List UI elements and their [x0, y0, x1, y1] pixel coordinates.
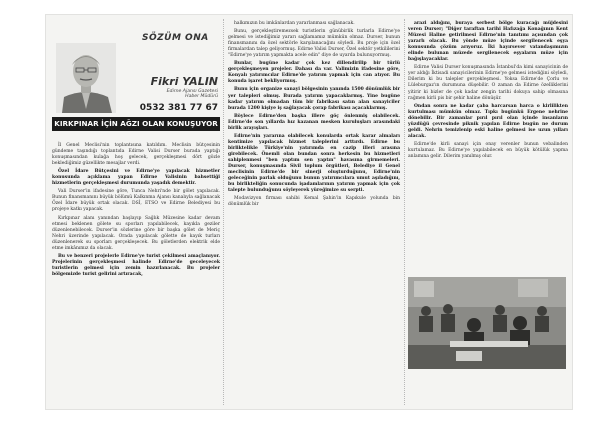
headline-banner: KIRKPINAR İÇİN AĞZI OLAN KONUŞUYOR: [52, 117, 220, 131]
meeting-photo: [408, 277, 566, 369]
column-paragraph: Edirne'nin yararına olabilecek konularda ortak karar almaları kentimize yapılacak hizmet taleplerini arttırdı. Edirne bu birliktelikle Türkiye'nin yatırımda en cazip illeri arasına girebilecek. Önemli olan bundan sonra herkesin bu hizmetleri sahiplenmesi "ben yaptım sen yaptın" havasına girmemeleri. Durser, konuşmasında Sivil toplum örgütleri, Belediye il Genel meclisinin Edirne'de bir sinerji oluşturduğunu, Edirne'nin geleceğinin parlak olduğunu bunun yatırımcılara umut aşıladığını, bu birlikteliğin sonucunda işadamlarının yatırım yapmak için çok talepte bulunduğunu söyleyerek yüreğimize su serpti.: [228, 133, 400, 194]
column-paragraph: Edirne Valisi Durser konuşmasında İstanbul'da kimi sanayicinin de yer aldığı İktisadi sanayicilerinin Edirne'ye gelmesi istediğini söyledi, Dilerim ki bu talepler gerçekleşmesi. Yoksa Edirne'de Çorlu ve Lüleburgaz'ın durumuna düşebilir. O zaman da Edirne özelliklerini yitirir ki bizler de çok kadar zengin tarihi dokuya sahip olmasına rağmen kirli pis bir şehir haline dönüşür.: [408, 65, 568, 101]
text-column-3: [408, 21, 568, 160]
newspaper-clipping: [45, 14, 573, 410]
column-paragraph: Kırkpınar alanı yanından başlayıp Sağlık Müzesine kadar devam etmesi beklenen gölete su sporları yapılabilecek, kayıkla geziler düzenlenebilecek. Durser'in sözlerine göre bir başka gölet de Meriç Nehri üzerinde yapılacak. Orada yapılacak gölette de kayık turları düzenlenerek su sporları gerçekleşecek. Bu göletlerden elektrik elde etme imkânımız da olacak.: [52, 215, 220, 251]
column-paragraph: Modavizyon firması sahibi Kemal Şahin'in Kapıkule yolunda bin dönümlük bir: [228, 196, 400, 208]
author-role-title: Haber Müdürü: [185, 94, 218, 100]
column-divider: [404, 19, 405, 405]
author-role: [120, 89, 218, 100]
column-paragraph: İl Genel Meclisi'nin toplantısına katıldım. Meclisin bütçesinin gündeme taşındığı toplantıda Edirne Valisi Durser burada yaptığı konuşmasından kulağa hoş gelecek, gerçekleşmesi dört gözle beklediğimiz güzellikte mesajlar verdi.: [52, 143, 220, 167]
column-divider: [223, 19, 224, 405]
column-paragraph: Bunu için organize sanayi bölgesinin yanında 1500 dönümlük bir yer talepleri olmuş. Burada yatırım yapacaklarmış. Yine bugüne kadar yatırım olmadan tüm bir fabrikası satın alan sanayiciler burada 1200 kişiye iş sağlayacak çorap fabrikası açacaklarmış.: [228, 87, 400, 111]
column-paragraph: Özel İdare Bütçesini ve Edirne'ye yapılacak hizmetler konusunda açıklama yapan Edirne Valisinin bahsettiği hizmetlerin gerçekleşmesi durumunda yaşadık demektir.: [52, 169, 220, 187]
column-header: [52, 33, 220, 137]
author-role-publication: Edirne Ajansı Gazetesi: [166, 89, 218, 94]
column-paragraph: Bunu, gerçekleştiremezsek turistlerin günübirlik turlarla Edirne'ye gelmesi ve istediğimiz yararı sağlamamız mümkün olmaz. Durser, bunun finansmanını da özel sektörle karşılanacağını söyledi. Bu proje için özel firmalardan talep geliyormuş. Edirne Valisi Durser, Özel sektör yetkililerini "Edirne'ye yatırım yapmakta acele edin" diye de uyarda bulunuyormuş.: [228, 29, 400, 59]
column-paragraph: Ondan sonra ne kadar çaba harcarsan harca o kirlilikten kurtulması mümkün olmaz. Tıpkı bugünkü Ergene nehrine dönebilir. Bir zamanlar pırıl pırıl olan içinde insanların yüzdüğü çevresinde piknik yapılan Edirne bugün ne durum geldi. Nehrin temizlenip eski haline gelmesi ise uzun yılları alacak.: [408, 103, 568, 139]
column-paragraph: halkımızın bu imkânlardan yararlanması sağlanacak.: [234, 21, 355, 26]
author-phone: 0532 381 77 67: [139, 103, 218, 113]
text-column-2: [228, 21, 400, 208]
column-paragraph: Bu ve benzeri projelerle Edirne'ye turist çekilmesi amaçlanıyor. Projelerinin gerçekleşmesi halinde Edirne'de geceleyecek turistlerin gelmesi için zemin hazırlanacak. Bu projeler bölgemizde turist gelirini artıracak,: [52, 253, 220, 277]
column-paragraph: Böylece Edirne'den başka illere göç önlenmiş olabilecek. Edirne'de son yıllarda hız kazanan mesken kuruluşları arasındaki birlik arayışları.: [228, 113, 400, 131]
column-title: SÖZÜM ONA: [142, 33, 209, 43]
column-paragraph: Edirne'de kirli sanayi için onay verenler bunun vebalinden kurtulamaz. Bu Edirne'ye yapılabilecek en büyük kötülük yapma anlamına gelir. Dilerim yanılmış olur.: [408, 141, 568, 159]
text-column-1: [52, 143, 220, 278]
author-portrait: [56, 43, 116, 113]
column-paragraph: Vali Durser'in ifadesine göre, Tunca Nehri'nde bir gölet yapılacak. Bunun finansmanını büyük bölümü Kalkınma Ajansı kanalıyla sağlanacak Özel İdare büyük ortak olacak. DSİ, ETSO ve Edirne Belediyesi bu projeye katkı yapacak.: [52, 189, 220, 213]
author-name: Fikri YALIN: [150, 75, 218, 88]
column-paragraph: Bunlar, bugüne kadar çok kez dillendirilip bir türlü gerçekleşmeyen projeler. Dahası da var. Valimizin ifadesine göre, Konyalı yatırımcılar Edirne'de yatırım yapmak için can atıyor. Bu konuda işaret bekliyormuş.: [228, 61, 400, 85]
column-paragraph: arazi aldığını, buraya serbest bölge kuracağı müjdesini veren Durser; "Diğer taraftan tarihi Hafızağa Konağının Kent Müzesi Haline getirilmesi Edirne'nin tanıtımı açısından çok yararlı olacak. Bu yönde müze içinde sergilenecek eşya konusunda çözüm arıyoruz. İki hayırsever vatandaşımızın elinde bulunan müzede sergilenecek eşyaların müze için bağışlayacaklar.: [408, 21, 568, 63]
